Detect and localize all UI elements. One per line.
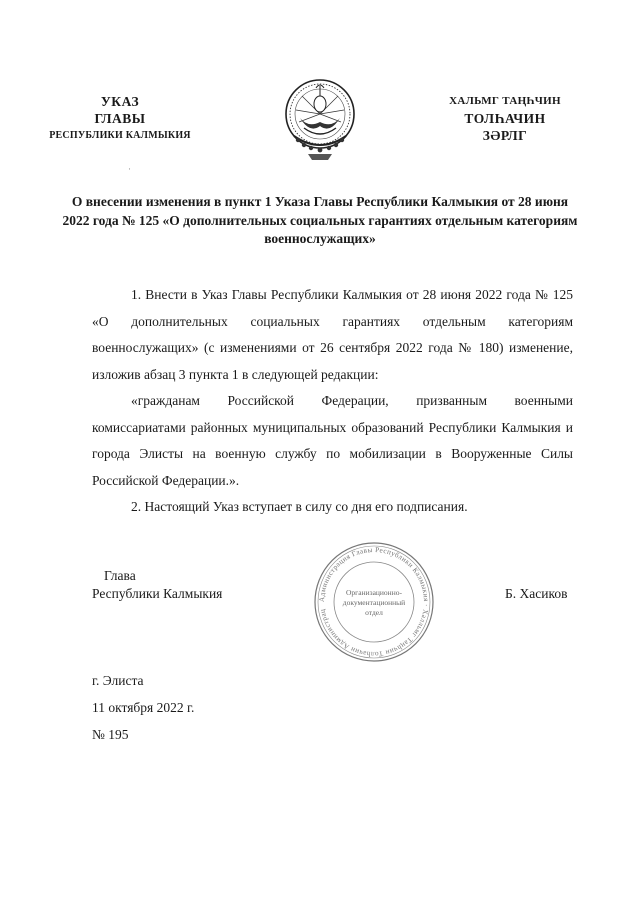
- stamp-center-line2: документационный: [342, 598, 406, 607]
- document-body: [92, 282, 573, 521]
- header-left: [20, 93, 220, 144]
- stamp-center-line3: отдел: [365, 608, 383, 617]
- decree-date: 11 октября 2022 г.: [92, 700, 195, 715]
- city: г. Элиста: [92, 673, 144, 688]
- decree-number: № 195: [92, 727, 129, 742]
- paragraph-2: «гражданам Российской Федерации, призванным военными комиссариатами районных муниципальных образований Республики Калмыкия и города Элисты на военную службу по мобилизации в Вооруженные Силы Российской Федерации.».: [92, 393, 573, 488]
- signatory-name: Б. Хасиков: [505, 586, 568, 601]
- stamp-ring-text: Администрация Главы Республики Калмыкия · Халльмг Таңһчин Толһачин Администрац: [317, 545, 431, 659]
- signatory-title-line1: Глава: [104, 568, 136, 583]
- document-footer: [92, 667, 194, 748]
- kalmyk-head-word: ТОЛҺАЧИН: [464, 111, 546, 126]
- header-right: [440, 93, 570, 144]
- kalmyk-republic-name: ХАЛЬМГ ТАҢҺЧИН: [449, 95, 561, 107]
- paragraph-3: 2. Настоящий Указ вступает в силу со дня его подписания.: [131, 499, 468, 514]
- kalmyk-decree-word: ЗӘРЛГ: [482, 128, 528, 143]
- document-title: О внесении изменения в пункт 1 Указа Главы Республики Калмыкия от 28 июня 2022 года № 125 «О дополнительных социальных гарантиях отдельным категориям военнослужащих»: [62, 194, 578, 246]
- head-word: ГЛАВЫ: [94, 111, 146, 126]
- scan-speck: ·: [128, 164, 131, 174]
- signatory-title: [92, 567, 222, 603]
- signatory-title-line2: Республики Калмыкия: [92, 586, 223, 601]
- stamp-center-line1: Организационно-: [346, 588, 402, 597]
- paragraph-1: 1. Внести в Указ Главы Республики Калмыкия от 28 июня 2022 года № 125 «О дополнительных социальных гарантиях отдельным категориям военнослужащих» (с изменениями от 26 сентября 2022 года № 180) изменение, изложив абзац 3 пункта 1 в следующей редакции:: [92, 287, 573, 382]
- republic-name: РЕСПУБЛИКИ КАЛМЫКИЯ: [49, 130, 191, 141]
- official-stamp: [312, 540, 436, 664]
- decree-word: УКАЗ: [100, 94, 140, 109]
- kalmykia-coat-of-arms-icon: [282, 74, 358, 164]
